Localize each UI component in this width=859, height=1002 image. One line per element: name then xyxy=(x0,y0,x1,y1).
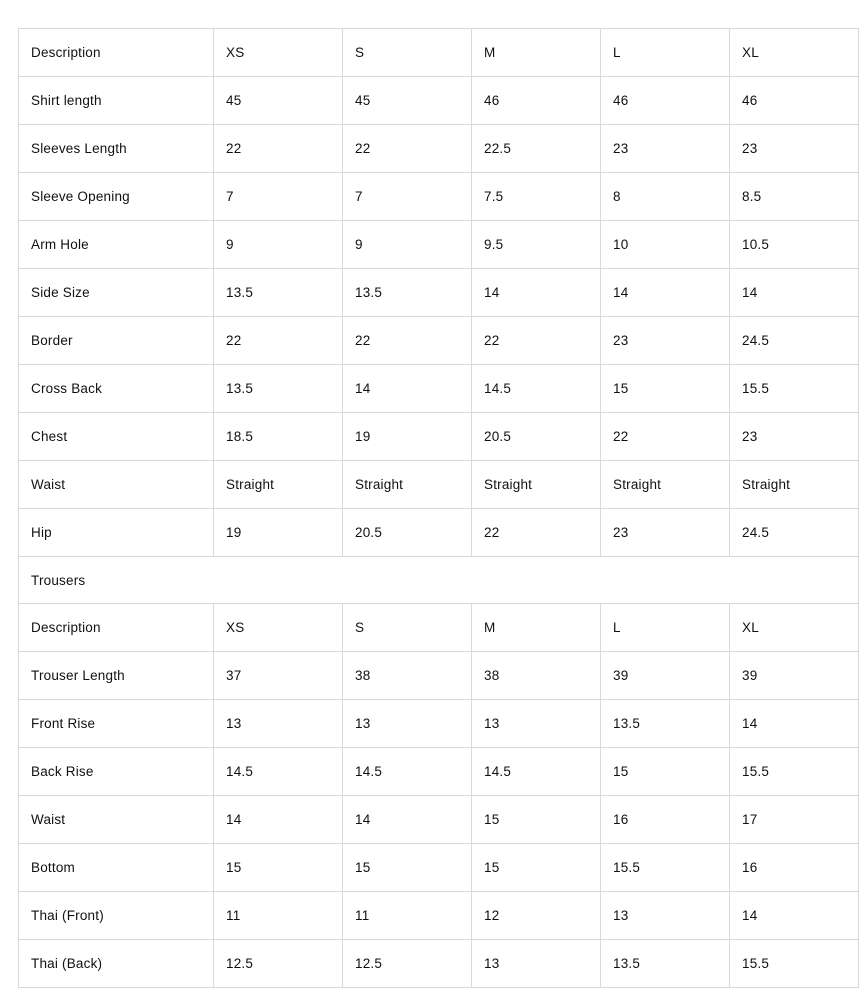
cell-l: 13 xyxy=(601,892,730,940)
row-label: Sleeve Opening xyxy=(19,173,214,221)
row-label: Back Rise xyxy=(19,748,214,796)
table-header-row-trousers xyxy=(19,604,859,652)
cell-l: 13.5 xyxy=(601,940,730,988)
cell-xl: 10.5 xyxy=(730,221,859,269)
cell-xl: Straight xyxy=(730,461,859,509)
cell-xl: 15.5 xyxy=(730,940,859,988)
cell-xl: 14 xyxy=(730,269,859,317)
cell-m: 15 xyxy=(472,796,601,844)
cell-m: 20.5 xyxy=(472,413,601,461)
cell-xs: 14 xyxy=(214,796,343,844)
cell-s: 9 xyxy=(343,221,472,269)
row-label: Arm Hole xyxy=(19,221,214,269)
cell-xl: 15.5 xyxy=(730,365,859,413)
table-row xyxy=(19,77,859,125)
column-header-xl: XL xyxy=(730,604,859,652)
cell-m: 9.5 xyxy=(472,221,601,269)
cell-s: 14 xyxy=(343,365,472,413)
cell-m: 38 xyxy=(472,652,601,700)
row-label: Side Size xyxy=(19,269,214,317)
cell-s: 15 xyxy=(343,844,472,892)
row-label: Waist xyxy=(19,461,214,509)
table-header-row-shirt xyxy=(19,29,859,77)
column-header-description: Description xyxy=(19,604,214,652)
row-label: Thai (Back) xyxy=(19,940,214,988)
table-row xyxy=(19,652,859,700)
cell-l: 15 xyxy=(601,365,730,413)
section-heading-trousers: Trousers xyxy=(19,557,859,604)
table-row xyxy=(19,317,859,365)
table-row xyxy=(19,844,859,892)
cell-l: 39 xyxy=(601,652,730,700)
cell-l: 22 xyxy=(601,413,730,461)
cell-xl: 16 xyxy=(730,844,859,892)
cell-xs: Straight xyxy=(214,461,343,509)
table-row xyxy=(19,125,859,173)
table-row xyxy=(19,269,859,317)
cell-s: 7 xyxy=(343,173,472,221)
row-label: Hip xyxy=(19,509,214,557)
section-heading-row-trousers xyxy=(19,557,859,604)
cell-xs: 18.5 xyxy=(214,413,343,461)
table-row xyxy=(19,940,859,988)
cell-xl: 39 xyxy=(730,652,859,700)
cell-m: 46 xyxy=(472,77,601,125)
cell-s: 14.5 xyxy=(343,748,472,796)
cell-l: 16 xyxy=(601,796,730,844)
cell-xs: 45 xyxy=(214,77,343,125)
row-label: Trouser Length xyxy=(19,652,214,700)
table-row xyxy=(19,173,859,221)
column-header-l: L xyxy=(601,604,730,652)
column-header-s: S xyxy=(343,29,472,77)
column-header-m: M xyxy=(472,604,601,652)
cell-l: 10 xyxy=(601,221,730,269)
table-row xyxy=(19,748,859,796)
cell-l: 14 xyxy=(601,269,730,317)
column-header-xs: XS xyxy=(214,29,343,77)
cell-l: 15.5 xyxy=(601,844,730,892)
table-row xyxy=(19,700,859,748)
cell-s: 14 xyxy=(343,796,472,844)
cell-m: 7.5 xyxy=(472,173,601,221)
cell-m: 22 xyxy=(472,509,601,557)
cell-xs: 14.5 xyxy=(214,748,343,796)
cell-m: 13 xyxy=(472,940,601,988)
cell-xl: 14 xyxy=(730,700,859,748)
cell-l: 23 xyxy=(601,509,730,557)
cell-xl: 23 xyxy=(730,413,859,461)
cell-xs: 7 xyxy=(214,173,343,221)
cell-s: 22 xyxy=(343,125,472,173)
cell-xs: 19 xyxy=(214,509,343,557)
size-chart-body xyxy=(19,29,859,988)
cell-m: 22 xyxy=(472,317,601,365)
cell-xs: 11 xyxy=(214,892,343,940)
cell-m: 13 xyxy=(472,700,601,748)
column-header-s: S xyxy=(343,604,472,652)
row-label: Border xyxy=(19,317,214,365)
cell-s: 13.5 xyxy=(343,269,472,317)
column-header-description: Description xyxy=(19,29,214,77)
cell-xs: 37 xyxy=(214,652,343,700)
row-label: Chest xyxy=(19,413,214,461)
cell-xl: 23 xyxy=(730,125,859,173)
cell-xl: 24.5 xyxy=(730,317,859,365)
cell-xs: 13.5 xyxy=(214,269,343,317)
table-row xyxy=(19,461,859,509)
cell-xs: 12.5 xyxy=(214,940,343,988)
column-header-xs: XS xyxy=(214,604,343,652)
cell-s: 20.5 xyxy=(343,509,472,557)
cell-xs: 22 xyxy=(214,317,343,365)
cell-l: 23 xyxy=(601,125,730,173)
table-row xyxy=(19,365,859,413)
column-header-l: L xyxy=(601,29,730,77)
cell-xl: 17 xyxy=(730,796,859,844)
cell-m: 12 xyxy=(472,892,601,940)
cell-xs: 13.5 xyxy=(214,365,343,413)
cell-s: Straight xyxy=(343,461,472,509)
cell-xs: 22 xyxy=(214,125,343,173)
cell-l: 15 xyxy=(601,748,730,796)
cell-xl: 15.5 xyxy=(730,748,859,796)
table-row xyxy=(19,892,859,940)
row-label: Sleeves Length xyxy=(19,125,214,173)
cell-l: 23 xyxy=(601,317,730,365)
cell-l: 46 xyxy=(601,77,730,125)
cell-xl: 14 xyxy=(730,892,859,940)
cell-m: 14 xyxy=(472,269,601,317)
cell-m: 14.5 xyxy=(472,748,601,796)
table-row xyxy=(19,509,859,557)
cell-l: Straight xyxy=(601,461,730,509)
table-row xyxy=(19,221,859,269)
size-chart-table xyxy=(18,28,859,988)
column-header-m: M xyxy=(472,29,601,77)
cell-s: 19 xyxy=(343,413,472,461)
row-label: Shirt length xyxy=(19,77,214,125)
row-label: Bottom xyxy=(19,844,214,892)
cell-s: 12.5 xyxy=(343,940,472,988)
cell-m: Straight xyxy=(472,461,601,509)
cell-l: 8 xyxy=(601,173,730,221)
cell-s: 13 xyxy=(343,700,472,748)
table-row xyxy=(19,413,859,461)
row-label: Thai (Front) xyxy=(19,892,214,940)
cell-s: 38 xyxy=(343,652,472,700)
row-label: Cross Back xyxy=(19,365,214,413)
column-header-xl: XL xyxy=(730,29,859,77)
cell-xl: 8.5 xyxy=(730,173,859,221)
cell-xs: 13 xyxy=(214,700,343,748)
cell-m: 14.5 xyxy=(472,365,601,413)
cell-s: 45 xyxy=(343,77,472,125)
cell-xl: 46 xyxy=(730,77,859,125)
cell-m: 15 xyxy=(472,844,601,892)
cell-xl: 24.5 xyxy=(730,509,859,557)
cell-s: 11 xyxy=(343,892,472,940)
cell-s: 22 xyxy=(343,317,472,365)
row-label: Waist xyxy=(19,796,214,844)
row-label: Front Rise xyxy=(19,700,214,748)
cell-xs: 9 xyxy=(214,221,343,269)
cell-l: 13.5 xyxy=(601,700,730,748)
cell-xs: 15 xyxy=(214,844,343,892)
table-row xyxy=(19,796,859,844)
cell-m: 22.5 xyxy=(472,125,601,173)
